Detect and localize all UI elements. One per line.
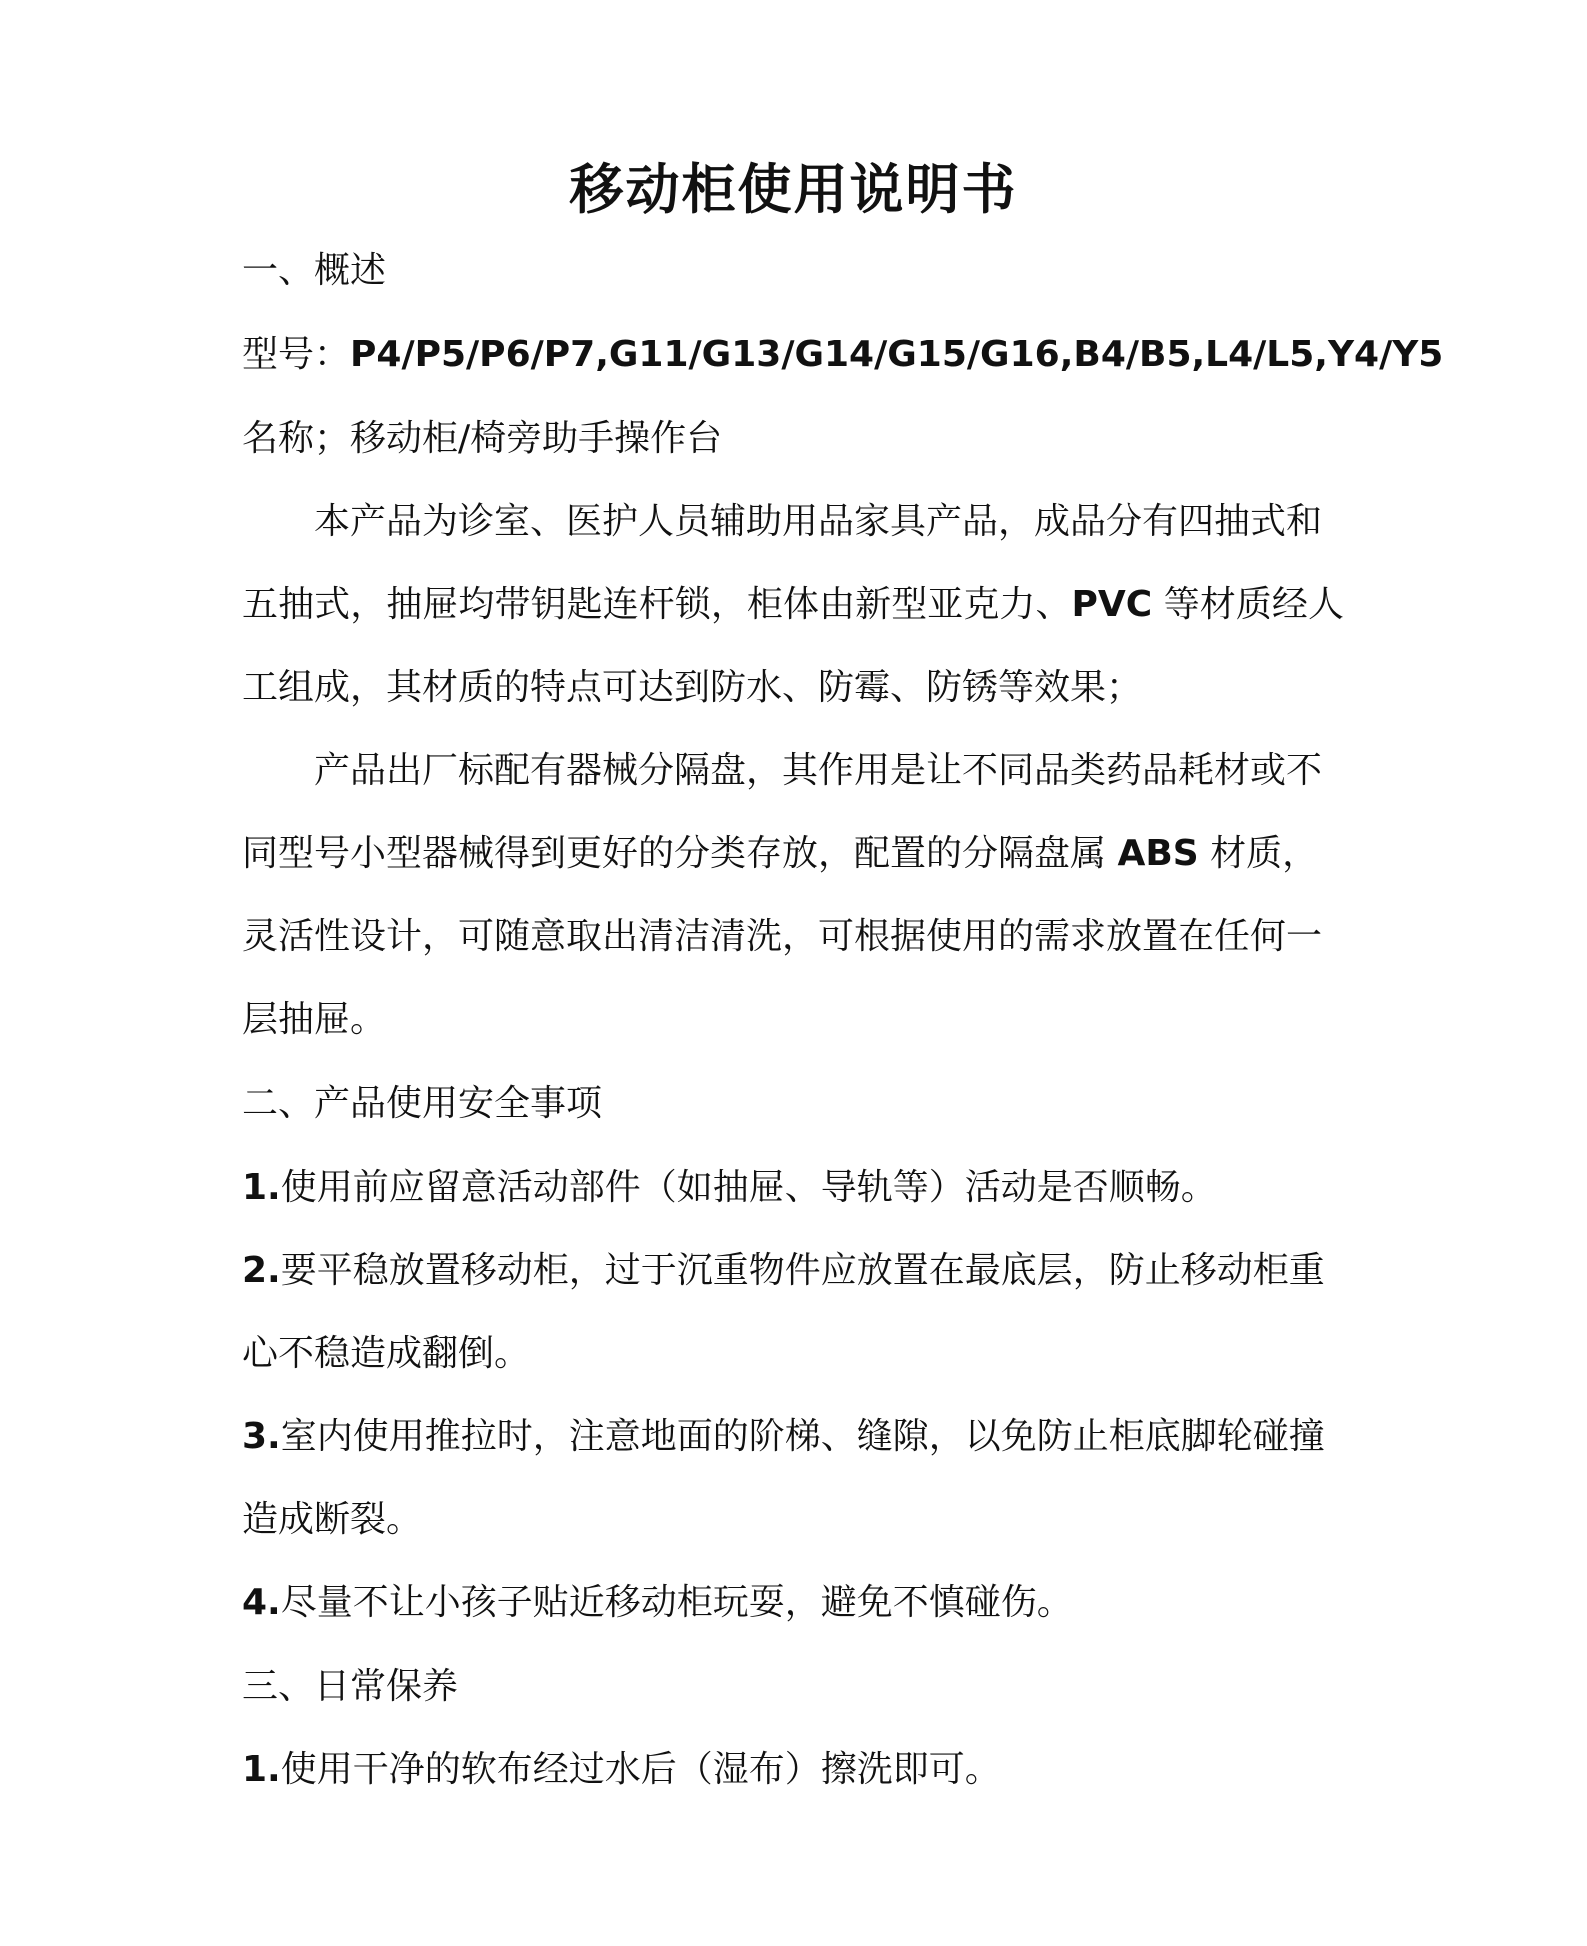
paragraph-2-line-2: 同型号小型器械得到更好的分类存放，配置的分隔盘属 ABS 材质， — [242, 833, 1319, 874]
paragraph-2-line-1: 产品出厂标配有器械分隔盘，其作用是让不同品类药品耗材或不 — [314, 750, 1323, 791]
name-line: 名称；移动柜/椅旁助手操作台 — [242, 418, 723, 459]
model-label: 型号： — [242, 334, 351, 375]
paragraph-1-line-2: 五抽式，抽屉均带钥匙连杆锁，柜体由新型亚克力、PVC 等材质经人 — [242, 584, 1344, 625]
safety-item-1: 1.使用前应留意活动部件（如抽屉、导轨等）活动是否顺畅。 — [242, 1167, 1217, 1208]
paragraph-1-line-3: 工组成，其材质的特点可达到防水、防霉、防锈等效果； — [242, 667, 1143, 708]
section-heading-maintenance: 三、日常保养 — [242, 1666, 459, 1707]
safety-item-2: 2.要平稳放置移动柜，过于沉重物件应放置在最底层，防止移动柜重 — [242, 1250, 1325, 1291]
maintenance-item-1: 1.使用干净的软布经过水后（湿布）擦洗即可。 — [242, 1749, 1001, 1790]
paragraph-2-line-3: 灵活性设计，可随意取出清洁清洗，可根据使用的需求放置在任何一 — [242, 916, 1323, 957]
safety-item-4: 4.尽量不让小孩子贴近移动柜玩耍，避免不慎碰伤。 — [242, 1582, 1073, 1623]
paragraph-1-line-1: 本产品为诊室、医护人员辅助用品家具产品，成品分有四抽式和 — [314, 501, 1323, 542]
section-heading-safety: 二、产品使用安全事项 — [242, 1083, 603, 1124]
safety-item-2-cont: 心不稳造成翻倒。 — [242, 1333, 531, 1374]
section-heading-overview: 一、概述 — [242, 250, 387, 291]
model-line — [242, 327, 1443, 383]
paragraph-2-line-4: 层抽屉。 — [242, 999, 387, 1040]
model-value: P4/P5/P6/P7,G11/G13/G14/G15/G16,B4/B5,L4/L5,Y4/Y5 — [350, 334, 1444, 375]
safety-item-3-cont: 造成断裂。 — [242, 1499, 423, 1540]
safety-item-3: 3.室内使用推拉时，注意地面的阶梯、缝隙，以免防止柜底脚轮碰撞 — [242, 1416, 1325, 1457]
document-title: 移动柜使用说明书 — [569, 158, 1018, 221]
